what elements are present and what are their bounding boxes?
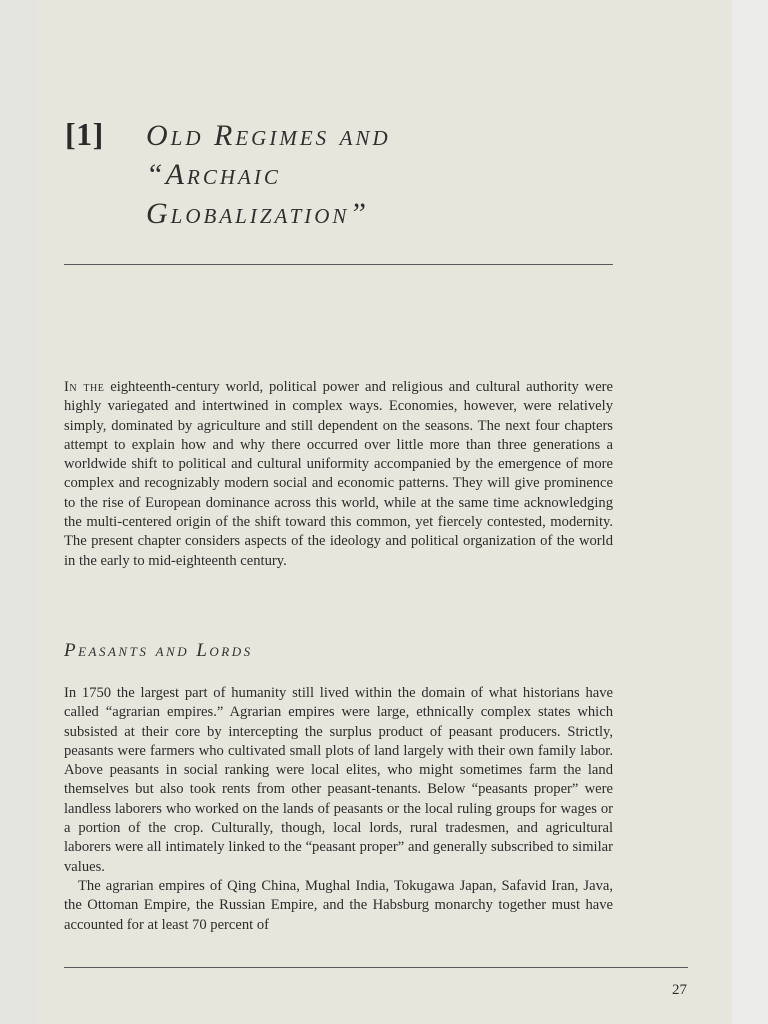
scan-right-margin [732, 0, 768, 1024]
section-heading: Peasants and Lords [64, 640, 253, 661]
intro-paragraph [64, 378, 613, 571]
chapter-number: [1] [65, 116, 104, 152]
chapter-title-line: “Archaic [146, 158, 281, 191]
body-paragraph: In 1750 the largest part of humanity still lived within the domain of what historians have called “agrarian empires.” Agrarian empires were large, ethnically complex states which subsisted at their core by intercepting the surplus product of peasant producers. Strictly, peasants were farmers who cultivated small plots of land largely with their own family labor. Above peasants in social ranking were local elites, who might sometimes farm the land themselves but also took rents from other peasant-tenants. Below “peasants proper” were landless laborers who worked on the lands of peasants or the local ruling groups for wages or a portion of the crop. Culturally, though, local lords, rural tradesmen, and agricultural laborers were all intimately linked to the “peasant proper” and generally subscribed to similar values. [64, 685, 613, 875]
page-number: 27 [672, 982, 687, 998]
scan-left-margin [0, 0, 36, 1024]
footer-divider [64, 967, 688, 968]
chapter-title [146, 116, 626, 233]
intro-lead-words: In the [64, 379, 105, 395]
chapter-title-line: Globalization” [146, 197, 370, 230]
title-divider [64, 264, 613, 265]
intro-body: eighteenth-century world, political power and religious and cultural authority were highly variegated and intertwined in complex ways. Economies, however, were relatively simply, dominated by agriculture and still dependent on the seasons. The next four chapters attempt to explain how and why there occurred over little more than three generations a worldwide shift to political and cultural uniformity accompanied by the emergence of more complex and recognizably modern social and economic patterns. They will give prominence to the rise of European dominance across this world, while at the same time acknowledging the multi-centered origin of the shift toward this common, yet fiercely contested, modernity. The present chapter considers aspects of the ideology and political organization of the world in the early to mid-eighteenth century. [64, 379, 614, 569]
section-body [64, 684, 613, 935]
body-paragraph: The agrarian empires of Qing China, Mughal India, Tokugawa Japan, Safavid Iran, Java, the Ottoman Empire, the Russian Empire, and the Habsburg monarchy together must have accounted for at least 70 percent of [64, 877, 613, 933]
chapter-title-line: Old Regimes and [146, 119, 391, 152]
